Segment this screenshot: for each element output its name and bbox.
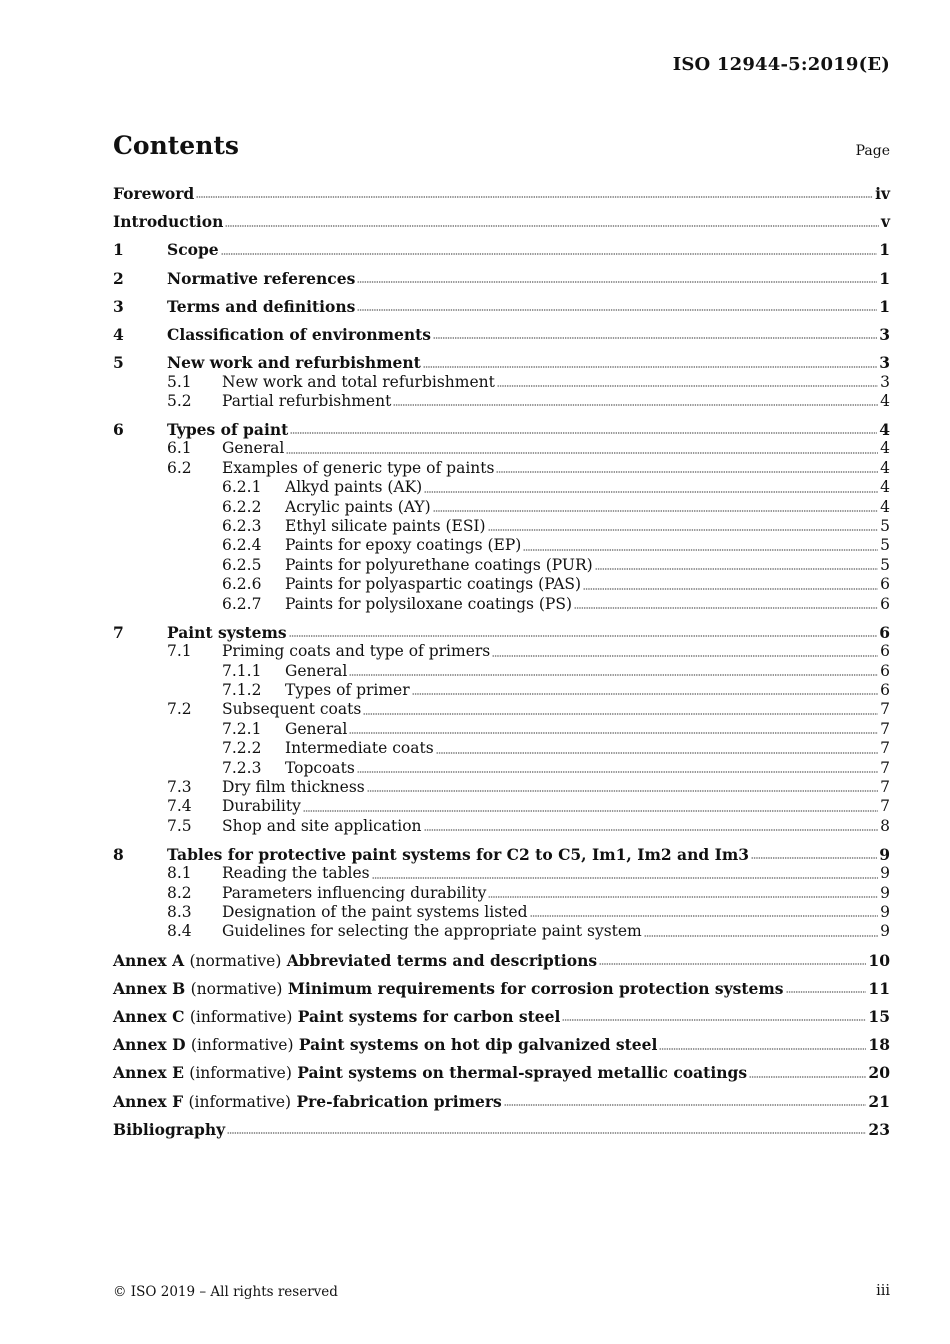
toc-entry[interactable]	[113, 720, 890, 739]
toc-entry-title: Examples of generic type of paints	[222, 458, 495, 477]
toc-entry-title: Paints for polysiloxane coatings (PS)	[285, 594, 573, 613]
toc-entry-title: Paints for polyaspartic coatings (PAS)	[285, 575, 582, 594]
dot-leader	[357, 280, 877, 284]
toc-entry-title	[113, 1035, 657, 1055]
document-id: ISO 12944-5:2019(E)	[672, 54, 890, 75]
annex-type: (informative)	[190, 1036, 294, 1055]
dot-leader	[423, 365, 877, 369]
toc-entry-title: Priming coats and type of primers	[222, 642, 491, 661]
dot-leader	[786, 990, 867, 994]
toc-entry-page: 6	[880, 680, 890, 699]
toc-entry-title	[113, 979, 784, 999]
toc-entry-page: 20	[868, 1063, 890, 1083]
toc-entry-number: 6	[113, 420, 124, 440]
toc-entry-page: 7	[880, 777, 890, 796]
toc-entry[interactable]	[113, 184, 890, 203]
toc-entry[interactable]	[113, 498, 890, 517]
toc-entry-page: 5	[880, 536, 890, 555]
toc-entry-title: New work and refurbishment	[167, 353, 421, 373]
toc-entry-number: 5.1	[167, 372, 192, 391]
toc-entry-title: Acrylic paints (AY)	[285, 497, 431, 516]
toc-entry[interactable]	[113, 979, 890, 998]
toc-entry-page: 4	[879, 420, 890, 440]
toc-entry-title: Scope	[167, 240, 219, 260]
toc-entry-page: 7	[880, 758, 890, 777]
toc-entry-title: General	[222, 439, 285, 458]
toc-entry-title: Parameters influencing durability	[222, 883, 487, 902]
toc-entry-number: 2	[113, 268, 124, 288]
toc-entry[interactable]	[113, 739, 890, 758]
annex-type: (informative)	[189, 1008, 293, 1027]
toc-entry-number: 6.2.4	[222, 536, 262, 555]
annex-type: (informative)	[188, 1092, 292, 1111]
toc-entry[interactable]	[113, 536, 890, 555]
toc-entry-page: 5	[880, 517, 890, 536]
toc-entry[interactable]	[113, 797, 890, 816]
dot-leader	[433, 336, 877, 340]
dot-leader	[644, 934, 878, 938]
dot-leader	[349, 673, 878, 677]
dot-leader	[286, 451, 878, 455]
toc-entry-number: 8.3	[167, 903, 192, 922]
toc-entry-title: New work and total refurbishment	[222, 372, 495, 391]
dot-leader	[497, 384, 878, 388]
footer-copyright: © ISO 2019 – All rights reserved	[113, 1284, 338, 1300]
dot-leader	[290, 431, 877, 435]
toc-entry-title: Guidelines for selecting the appropriate paint system	[222, 922, 642, 941]
toc-entry-number: 7.1.1	[222, 661, 262, 680]
toc-entry-page: 1	[879, 296, 890, 316]
annex-title: Minimum requirements for corrosion protection systems	[287, 978, 784, 998]
annex-title: Paint systems for carbon steel	[297, 1007, 561, 1027]
toc-entry[interactable]	[113, 269, 890, 288]
toc-entry-page: 9	[879, 844, 890, 864]
dot-leader	[574, 606, 878, 610]
dot-leader	[436, 751, 878, 755]
toc-entry-page: 9	[880, 922, 890, 941]
toc-entry-number: 7.4	[167, 797, 192, 816]
annex-type: (normative)	[189, 951, 282, 970]
toc-entry[interactable]	[113, 759, 890, 778]
toc-entry-page: 3	[879, 353, 890, 373]
dot-leader	[492, 654, 878, 658]
toc-entry[interactable]	[113, 681, 890, 700]
toc-entry-title	[113, 1092, 502, 1112]
toc-entry[interactable]	[113, 817, 890, 836]
toc-entry-page: 6	[880, 661, 890, 680]
toc-entry-page: 6	[879, 622, 890, 642]
toc-entry-number: 7.3	[167, 777, 192, 796]
dot-leader	[599, 962, 866, 966]
dot-leader	[412, 692, 878, 696]
page-column-label: Page	[855, 143, 890, 159]
dot-leader	[424, 828, 879, 832]
toc-entry-title: Bibliography	[113, 1119, 226, 1139]
toc-entry-page: 1	[879, 240, 890, 260]
toc-entry-title	[113, 1063, 747, 1083]
toc-entry-title: Designation of the paint systems listed	[222, 903, 528, 922]
toc-entry-title: Reading the tables	[222, 864, 370, 883]
dot-leader	[393, 403, 878, 407]
toc-entry[interactable]	[113, 1120, 890, 1139]
table-of-contents	[113, 184, 890, 1139]
dot-leader	[357, 308, 877, 312]
toc-entry[interactable]	[113, 373, 890, 392]
annex-type: (normative)	[190, 979, 283, 998]
toc-entry-number: 7.2.3	[222, 758, 262, 777]
dot-leader	[488, 528, 879, 532]
toc-entry[interactable]	[113, 297, 890, 316]
dot-leader	[196, 195, 873, 199]
toc-entry[interactable]	[113, 642, 890, 661]
toc-entry-number: 8.2	[167, 883, 192, 902]
annex-label: Annex C	[113, 1007, 185, 1027]
toc-entry[interactable]	[113, 459, 890, 478]
toc-entry-page: 3	[880, 372, 890, 391]
annex-label: Annex D	[113, 1035, 186, 1055]
toc-entry-page: 10	[868, 950, 890, 970]
toc-entry-page: 1	[879, 268, 890, 288]
toc-entry[interactable]	[113, 212, 890, 231]
dot-leader	[496, 470, 878, 474]
toc-entry-page: 23	[868, 1119, 890, 1139]
toc-entry-number: 6.2.7	[222, 594, 262, 613]
toc-entry[interactable]	[113, 392, 890, 411]
dot-leader	[749, 1075, 866, 1079]
annex-label: Annex E	[113, 1063, 184, 1083]
toc-entry-number: 6.1	[167, 439, 192, 458]
annex-label: Annex B	[113, 978, 186, 998]
toc-entry-page: 7	[880, 719, 890, 738]
annex-title: Abbreviated terms and descriptions	[286, 950, 598, 970]
annex-label: Annex F	[113, 1091, 184, 1111]
toc-entry[interactable]	[113, 353, 890, 372]
dot-leader	[367, 789, 878, 793]
toc-entry-number: 5	[113, 353, 124, 373]
toc-entry-number: 6.2	[167, 458, 192, 477]
toc-entry-title: Intermediate coats	[285, 739, 434, 758]
toc-entry[interactable]	[113, 922, 890, 941]
dot-leader	[424, 490, 878, 494]
toc-entry[interactable]	[113, 1063, 890, 1082]
footer-page-number: iii	[876, 1283, 890, 1299]
dot-leader	[363, 712, 878, 716]
toc-entry-number: 6.2.5	[222, 555, 262, 574]
toc-entry-page: 7	[880, 739, 890, 758]
toc-entry-page: 11	[868, 978, 890, 998]
annex-label: Annex A	[113, 950, 185, 970]
toc-entry-title: Durability	[222, 797, 301, 816]
toc-entry-page: 7	[880, 797, 890, 816]
toc-entry-page: 6	[880, 594, 890, 613]
toc-entry[interactable]	[113, 478, 890, 497]
toc-entry-page: 9	[880, 883, 890, 902]
toc-entry-number: 6.2.3	[222, 517, 262, 536]
toc-entry-title: Topcoats	[285, 758, 355, 777]
toc-entry-title: Types of primer	[285, 680, 410, 699]
toc-entry-page: 15	[868, 1007, 890, 1027]
toc-entry-number: 8.4	[167, 922, 192, 941]
toc-entry-title: Types of paint	[167, 420, 289, 440]
toc-entry-page: 3	[879, 324, 890, 344]
annex-title: Paint systems on thermal-sprayed metallic coatings	[297, 1063, 748, 1083]
toc-entry[interactable]	[113, 845, 890, 864]
toc-entry-title: Tables for protective paint systems for C2 to C5, Im1, Im2 and Im3	[167, 844, 750, 864]
toc-entry-page: 9	[880, 903, 890, 922]
toc-entry-page: 4	[880, 458, 890, 477]
toc-entry[interactable]	[113, 951, 890, 970]
toc-entry-title: Dry film thickness	[222, 777, 365, 796]
toc-entry[interactable]	[113, 420, 890, 439]
dot-leader	[225, 224, 879, 228]
toc-entry-number: 7.2.1	[222, 719, 262, 738]
toc-entry-number: 1	[113, 240, 124, 260]
dot-leader	[659, 1047, 866, 1051]
toc-entry-number: 7	[113, 622, 124, 642]
toc-entry[interactable]	[113, 595, 890, 614]
toc-entry-number: 8	[113, 844, 124, 864]
dot-leader	[221, 252, 878, 256]
toc-entry-number: 6.2.1	[222, 478, 262, 497]
toc-entry-number: 5.2	[167, 391, 192, 410]
toc-entry[interactable]	[113, 623, 890, 642]
toc-entry[interactable]	[113, 864, 890, 883]
dot-leader	[488, 895, 878, 899]
toc-entry-number: 6.2.2	[222, 497, 262, 516]
toc-entry-title: Foreword	[113, 184, 195, 203]
dot-leader	[751, 856, 877, 860]
toc-entry-title: Shop and site application	[222, 816, 422, 835]
dot-leader	[372, 876, 879, 880]
toc-entry-title: Subsequent coats	[222, 700, 362, 719]
toc-entry-title: Alkyd paints (AK)	[285, 478, 423, 497]
dot-leader	[583, 587, 878, 591]
toc-entry-title: Introduction	[113, 212, 224, 232]
toc-entry[interactable]	[113, 439, 890, 458]
page-title: Contents	[113, 131, 240, 160]
dot-leader	[595, 567, 878, 571]
toc-entry-page: 5	[880, 555, 890, 574]
toc-entry[interactable]	[113, 778, 890, 797]
toc-entry[interactable]	[113, 575, 890, 594]
toc-entry-page: v	[880, 212, 890, 232]
toc-entry-title: Ethyl silicate paints (ESI)	[285, 517, 486, 536]
dot-leader	[504, 1103, 867, 1107]
toc-entry-number: 4	[113, 324, 124, 344]
toc-entry-page: 6	[880, 575, 890, 594]
dot-leader	[433, 509, 878, 513]
toc-entry-title: Classification of environments	[167, 324, 432, 344]
toc-entry-title: Normative references	[167, 268, 356, 288]
dot-leader	[227, 1131, 866, 1135]
toc-entry-number: 7.5	[167, 816, 192, 835]
dot-leader	[289, 634, 878, 638]
toc-entry-title: Terms and definitions	[167, 296, 356, 316]
toc-entry[interactable]	[113, 700, 890, 719]
toc-entry-page: 8	[880, 816, 890, 835]
toc-entry-number: 7.2.2	[222, 739, 262, 758]
toc-entry-title: Paints for epoxy coatings (EP)	[285, 536, 522, 555]
toc-entry-page: 18	[868, 1035, 890, 1055]
toc-entry[interactable]	[113, 903, 890, 922]
dot-leader	[562, 1018, 866, 1022]
toc-entry-number: 3	[113, 296, 124, 316]
toc-entry[interactable]	[113, 556, 890, 575]
toc-entry[interactable]	[113, 1007, 890, 1026]
toc-entry-title: General	[285, 719, 348, 738]
dot-leader	[357, 770, 878, 774]
annex-title: Paint systems on hot dip galvanized steel	[298, 1035, 658, 1055]
toc-entry[interactable]	[113, 884, 890, 903]
toc-entry-number: 8.1	[167, 864, 192, 883]
dot-leader	[349, 731, 878, 735]
annex-type: (informative)	[189, 1064, 292, 1083]
toc-entry[interactable]	[113, 240, 890, 259]
toc-entry-page: 4	[880, 391, 890, 410]
dot-leader	[303, 809, 878, 813]
toc-entry[interactable]	[113, 662, 890, 681]
toc-entry-title	[113, 951, 597, 971]
toc-entry-title: Partial refurbishment	[222, 391, 392, 410]
toc-entry-number: 6.2.6	[222, 575, 262, 594]
toc-entry[interactable]	[113, 517, 890, 536]
toc-entry-page: 7	[880, 700, 890, 719]
toc-entry-title: General	[285, 661, 348, 680]
toc-entry-page: 4	[880, 478, 890, 497]
toc-entry-page: 4	[880, 497, 890, 516]
toc-entry[interactable]	[113, 1092, 890, 1111]
toc-entry-number: 7.1.2	[222, 680, 262, 699]
dot-leader	[523, 548, 878, 552]
toc-entry-page: iv	[875, 184, 890, 203]
toc-entry-page: 21	[868, 1091, 890, 1111]
annex-title: Pre-fabrication primers	[296, 1091, 502, 1111]
toc-entry-title: Paint systems	[167, 622, 287, 642]
toc-entry[interactable]	[113, 325, 890, 344]
toc-entry-number: 7.2	[167, 700, 192, 719]
toc-entry-page: 6	[880, 642, 890, 661]
toc-entry-page: 9	[880, 864, 890, 883]
toc-entry-title	[113, 1007, 560, 1027]
toc-entry-number: 7.1	[167, 642, 192, 661]
toc-entry-page: 4	[880, 439, 890, 458]
toc-entry[interactable]	[113, 1035, 890, 1054]
toc-entry-title: Paints for polyurethane coatings (PUR)	[285, 555, 593, 574]
dot-leader	[530, 914, 879, 918]
